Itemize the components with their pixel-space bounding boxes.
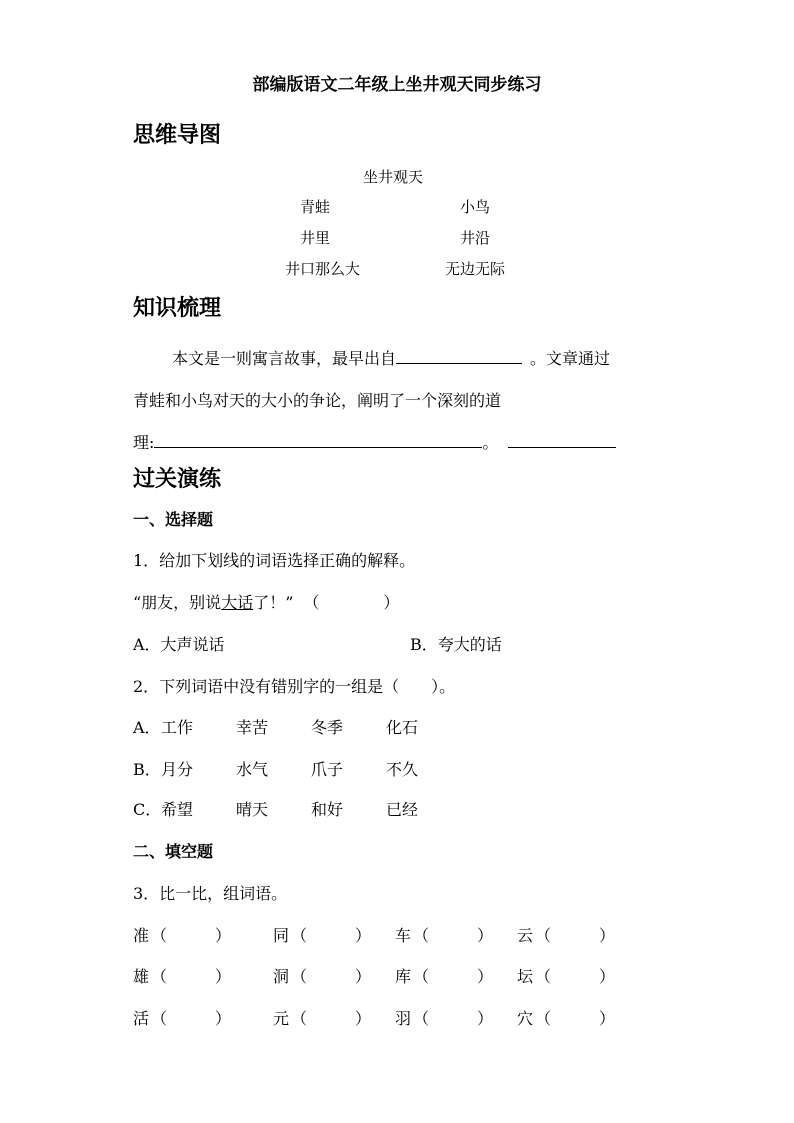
page-title: 部编版语文二年级上坐井观天同步练习 [252, 75, 542, 95]
option-word: 已经 [386, 800, 419, 819]
grid-paren[interactable]: （ ） [413, 1009, 494, 1028]
question-2-option-b[interactable] [133, 757, 461, 780]
mindmap-right-node: 小鸟 [460, 198, 491, 216]
option-word: 晴天 [236, 800, 269, 819]
grid-paren[interactable]: （ ） [291, 967, 372, 986]
question-2-option-a[interactable] [133, 715, 461, 738]
question-1-option-a[interactable]: A．大声说话 [133, 635, 225, 654]
option-word: 爪子 [311, 760, 344, 779]
grid-paren[interactable]: （ ） [535, 1009, 616, 1028]
grid-char: 元 [273, 1009, 290, 1028]
knowledge-line-2: 青蛙和小鸟对天的大小的争论，阐明了一个深刻的道 [133, 391, 502, 410]
option-word: 月分 [161, 760, 194, 779]
section-practice-heading: 过关演练 [133, 467, 222, 492]
question-2: 2．下列词语中没有错别字的一组是（ ）。 [133, 677, 456, 696]
section-knowledge-heading: 知识梳理 [133, 296, 222, 321]
grid-char: 羽 [395, 1009, 412, 1028]
question-1: 1．给加下划线的词语选择正确的解释。 [133, 551, 416, 570]
mindmap-left-node: 井口那么大 [285, 260, 361, 278]
question-1-option-b[interactable]: B．夸大的话 [410, 635, 502, 654]
grid-paren[interactable]: （ ） [535, 967, 616, 986]
mindmap-left-node: 井里 [300, 229, 331, 247]
lesson-blank-extra[interactable] [508, 431, 616, 448]
quote-text: “朋友，别说 [133, 593, 222, 612]
option-label: C． [133, 800, 162, 819]
option-word: 水气 [236, 760, 269, 779]
grid-char: 准 [133, 926, 150, 945]
knowledge-text: 本文是一则寓言故事，最早出自 [172, 349, 397, 368]
knowledge-text: 。文章通过 [530, 349, 611, 368]
option-word: 冬季 [311, 718, 344, 737]
option-word: 希望 [161, 800, 194, 819]
underlined-word: 大话 [221, 593, 254, 612]
question-1-quote [133, 590, 399, 613]
grid-paren[interactable]: （ ） [413, 926, 494, 945]
grid-char: 穴 [517, 1009, 534, 1028]
option-word: 和好 [311, 800, 344, 819]
grid-paren[interactable]: （ ） [151, 1009, 232, 1028]
grid-char: 雄 [133, 967, 150, 986]
part-2-heading: 二、填空题 [133, 842, 214, 861]
knowledge-text: 理: [133, 433, 155, 452]
grid-paren[interactable]: （ ） [291, 926, 372, 945]
answer-paren[interactable]: （ ） [311, 593, 400, 612]
grid-char: 库 [395, 967, 412, 986]
question-2-option-c[interactable] [133, 797, 461, 820]
lesson-blank[interactable] [154, 431, 482, 448]
mindmap-left-node: 青蛙 [300, 198, 331, 216]
option-word: 不久 [386, 760, 419, 779]
knowledge-text: 。 [482, 433, 499, 452]
grid-paren[interactable]: （ ） [151, 967, 232, 986]
grid-paren[interactable]: （ ） [291, 1009, 372, 1028]
grid-paren[interactable]: （ ） [413, 967, 494, 986]
grid-char: 车 [395, 926, 412, 945]
option-word: 化石 [386, 718, 419, 737]
grid-paren[interactable]: （ ） [151, 926, 232, 945]
option-label: A． [133, 718, 161, 737]
grid-char: 云 [517, 926, 534, 945]
knowledge-line-3 [133, 430, 616, 453]
knowledge-line-1 [172, 346, 610, 369]
source-blank[interactable] [396, 347, 522, 364]
quote-text: 了！” [253, 593, 294, 612]
question-3: 3．比一比，组词语。 [133, 884, 288, 903]
mindmap-root: 坐井观天 [363, 168, 424, 186]
option-word: 工作 [161, 718, 194, 737]
section-mindmap-heading: 思维导图 [133, 123, 222, 148]
option-word: 幸苦 [236, 718, 269, 737]
option-label: B． [133, 760, 161, 779]
grid-char: 同 [273, 926, 290, 945]
part-1-heading: 一、选择题 [133, 510, 214, 529]
mindmap-right-node: 无边无际 [445, 260, 506, 278]
mindmap-right-node: 井沿 [460, 229, 491, 247]
grid-char: 活 [133, 1009, 150, 1028]
grid-char: 洞 [273, 967, 290, 986]
grid-char: 坛 [517, 967, 534, 986]
grid-paren[interactable]: （ ） [535, 926, 616, 945]
